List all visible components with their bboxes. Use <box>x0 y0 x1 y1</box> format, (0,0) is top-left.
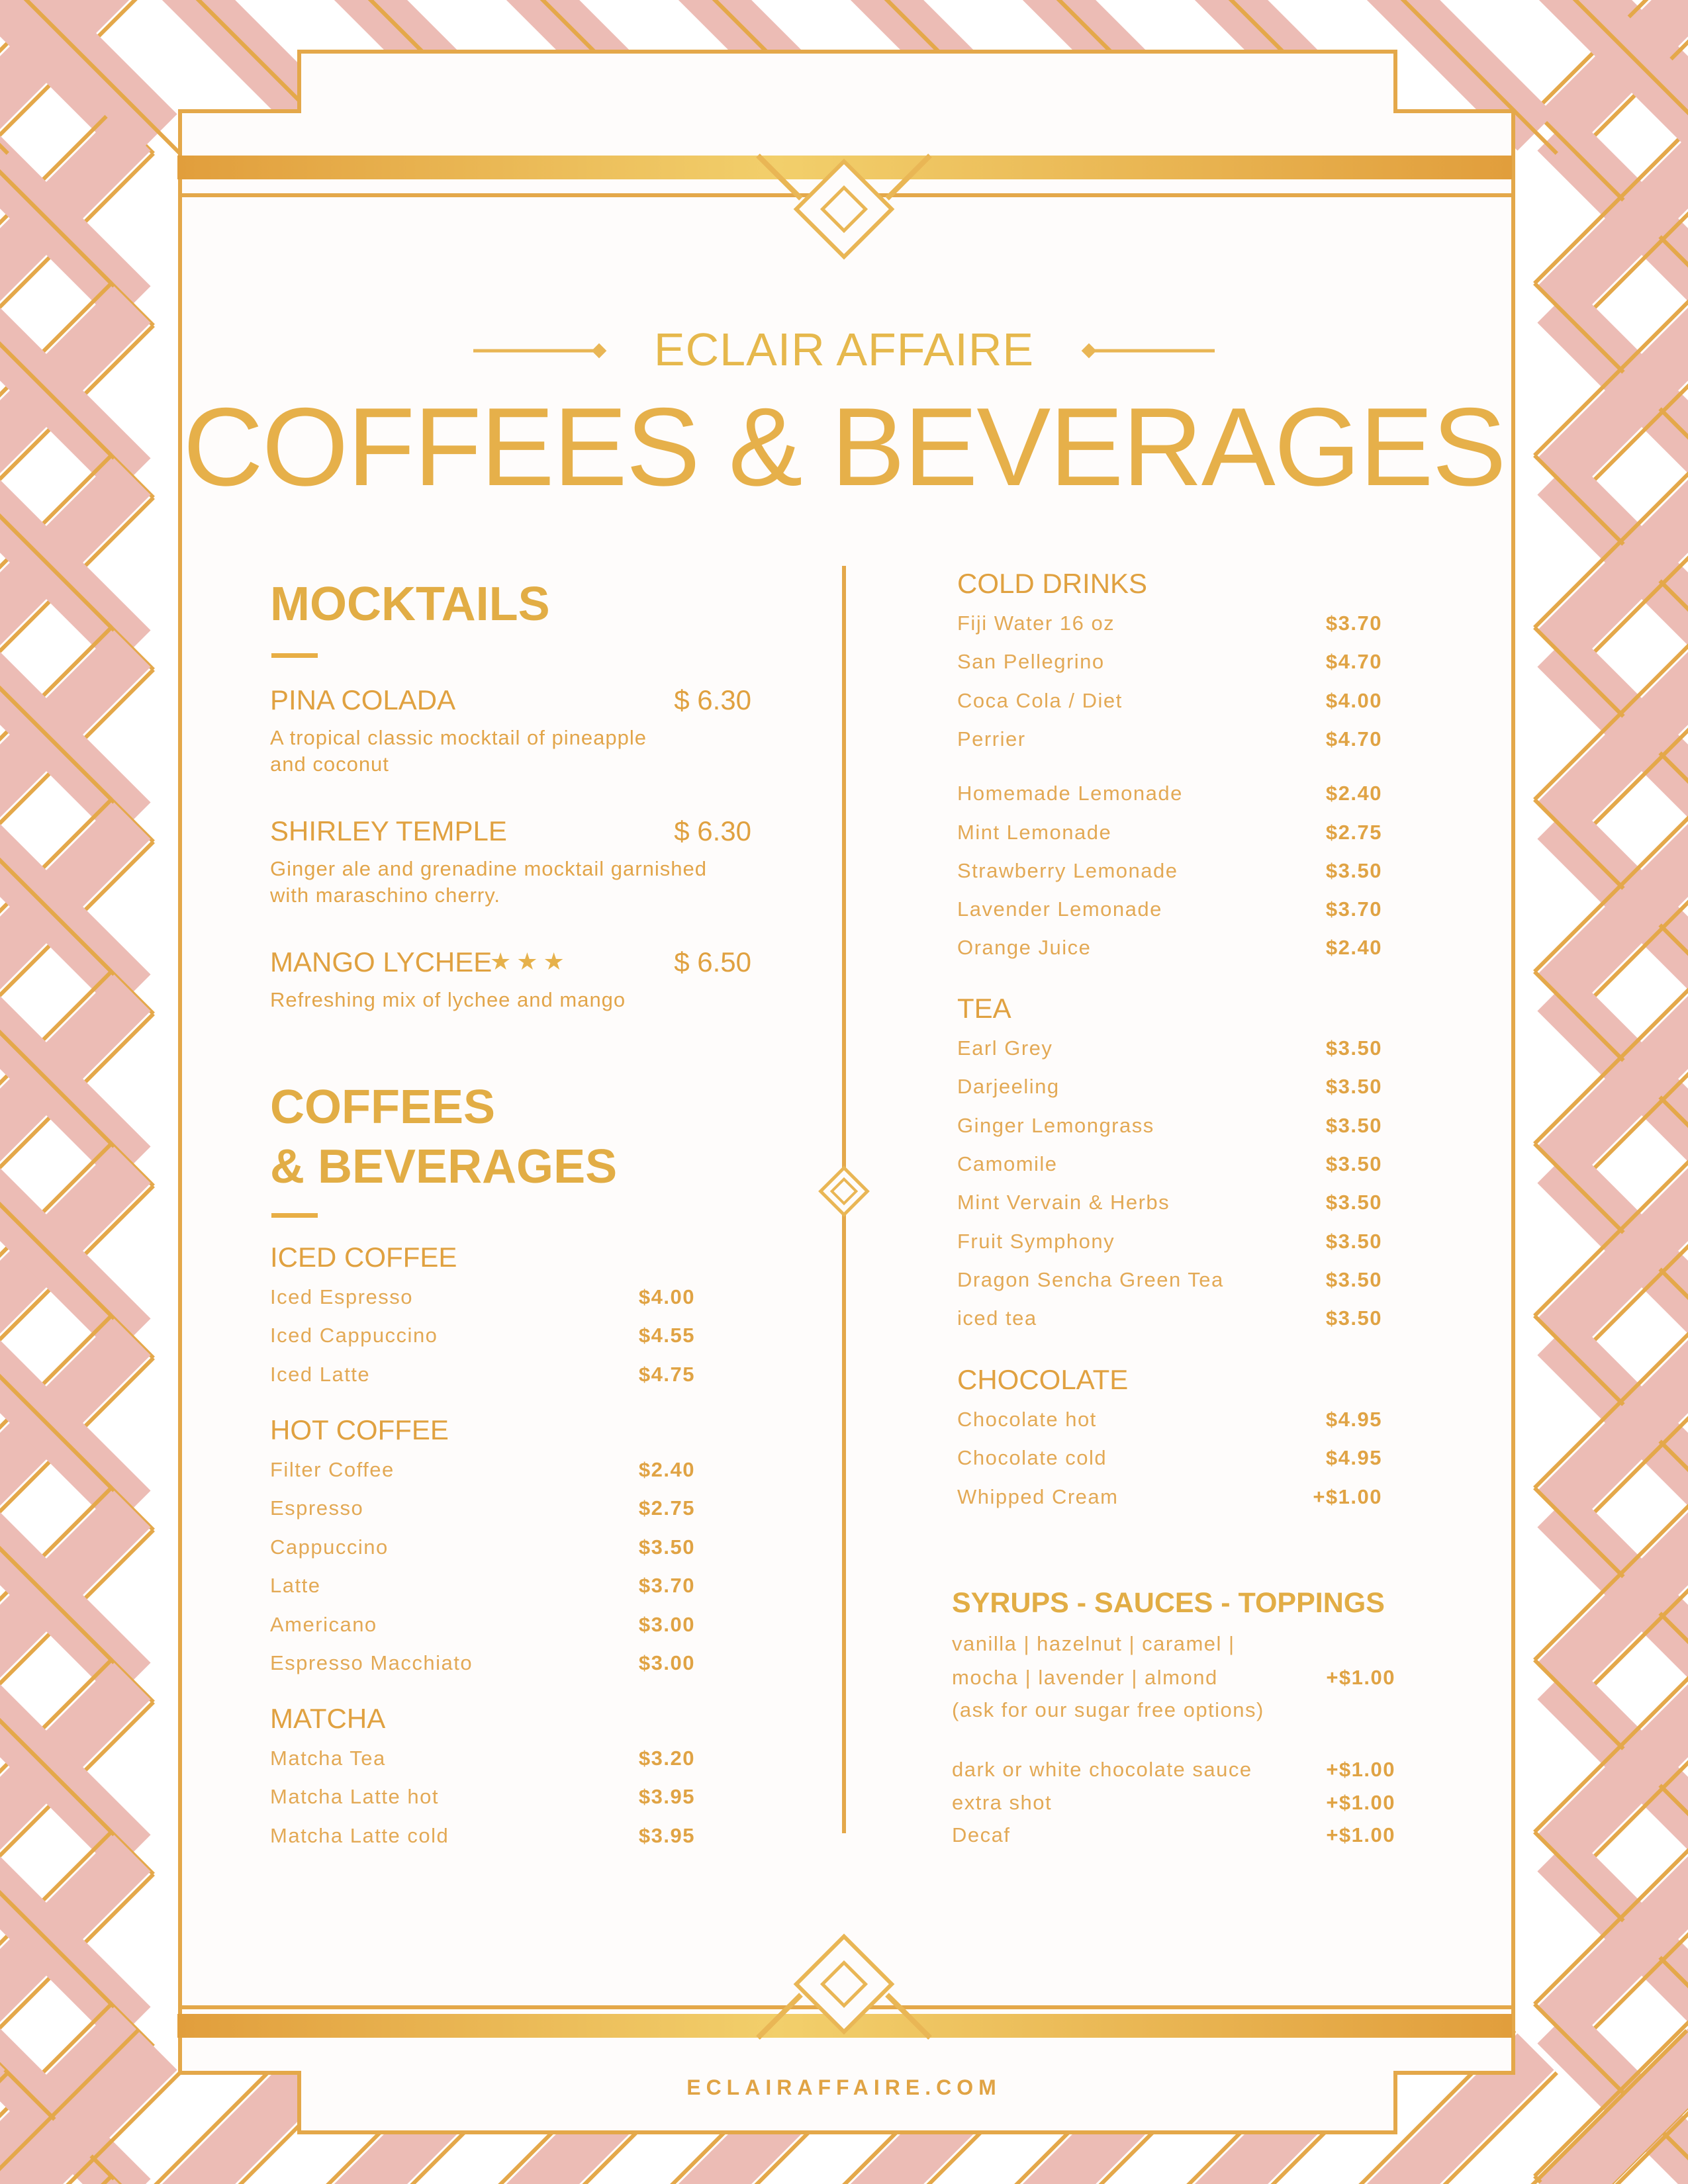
subsection-heading: MATCHA <box>270 1703 386 1734</box>
menu-row <box>952 1632 1395 1670</box>
menu-row <box>957 936 1382 974</box>
item-price: $2.40 <box>1325 782 1382 805</box>
restaurant-name: ECLAIR AFFAIRE <box>653 324 1035 375</box>
website-url[interactable]: ECLAIRAFFAIRE.COM <box>686 2075 1002 2099</box>
menu-row <box>957 1114 1382 1152</box>
item-name: Matcha Tea <box>270 1747 386 1770</box>
coffees-heading-line1: COFFEES <box>270 1081 496 1134</box>
item-name: extra shot <box>952 1790 1053 1814</box>
menu-row <box>270 1458 695 1496</box>
coffees-heading-line2: & BEVERAGES <box>270 1140 618 1193</box>
menu-row <box>270 1824 695 1862</box>
menu-row <box>957 1485 1382 1524</box>
item-price: $3.00 <box>638 1651 695 1674</box>
item-price: $4.00 <box>1325 688 1382 712</box>
item-price: $3.50 <box>1325 1075 1382 1099</box>
item-price: $3.50 <box>1325 1306 1382 1330</box>
menu-row <box>957 859 1382 897</box>
item-name: Dragon Sencha Green Tea <box>957 1267 1224 1291</box>
mocktail-description: Refreshing mix of lychee and mango <box>270 988 626 1011</box>
item-price: $3.95 <box>638 1785 695 1809</box>
item-name: Latte <box>270 1574 321 1598</box>
item-price: $3.50 <box>1325 858 1382 882</box>
subsection-heading: COLD DRINKS <box>957 568 1148 599</box>
menu-row <box>957 782 1382 820</box>
item-name: Chocolate cold <box>957 1446 1107 1470</box>
mocktail-name: MANGO LYCHEE <box>270 946 492 978</box>
item-name: Iced Cappuccino <box>270 1324 438 1347</box>
item-price: $4.95 <box>1325 1408 1382 1431</box>
mocktail-price: $ 6.50 <box>674 946 751 978</box>
item-name: Cappuccino <box>270 1535 389 1559</box>
menu-row <box>957 1230 1382 1268</box>
subsection-heading: ICED COFFEE <box>270 1242 457 1273</box>
item-name: Iced Latte <box>270 1362 371 1386</box>
item-price: $3.50 <box>1325 1036 1382 1060</box>
item-price: $3.70 <box>1325 612 1382 635</box>
subsection-heading: HOT COFFEE <box>270 1414 449 1445</box>
item-name: Perrier <box>957 727 1026 751</box>
menu-row <box>270 1496 695 1535</box>
item-name: Camomile <box>957 1152 1058 1175</box>
mocktails-heading: MOCKTAILS <box>270 578 550 631</box>
mocktail-name: SHIRLEY TEMPLE <box>270 815 507 846</box>
item-price: $2.40 <box>638 1458 695 1481</box>
menu-row <box>957 897 1382 936</box>
item-name: Ginger Lemongrass <box>957 1113 1154 1137</box>
menu-row <box>270 1535 695 1574</box>
item-name: Mint Lemonade <box>957 820 1112 844</box>
item-price: $4.95 <box>1325 1446 1382 1470</box>
item-price: $2.75 <box>638 1496 695 1520</box>
menu-row <box>957 1408 1382 1446</box>
item-price: $3.50 <box>1325 1267 1382 1291</box>
item-price: $3.50 <box>1325 1229 1382 1253</box>
item-name: Darjeeling <box>957 1075 1060 1099</box>
menu-row <box>270 1285 695 1324</box>
menu-row <box>957 1152 1382 1191</box>
menu-row <box>957 1191 1382 1229</box>
item-name: Coca Cola / Diet <box>957 688 1123 712</box>
item-price: $4.55 <box>638 1324 695 1347</box>
item-price: +$1.00 <box>1326 1823 1395 1846</box>
item-name: Lavender Lemonade <box>957 897 1162 921</box>
item-price: $4.70 <box>1325 727 1382 751</box>
page-title: COFFEES & BEVERAGES <box>183 385 1505 509</box>
item-price: $3.50 <box>1325 1113 1382 1137</box>
item-price: $4.00 <box>638 1285 695 1308</box>
item-name: Fiji Water 16 oz <box>957 612 1115 635</box>
item-price: $2.75 <box>1325 820 1382 844</box>
section-divider <box>271 1213 318 1218</box>
item-name: vanilla | hazelnut | caramel | <box>952 1632 1235 1655</box>
item-price: $3.95 <box>638 1823 695 1847</box>
item-name: Matcha Latte hot <box>270 1785 439 1809</box>
menu-row <box>957 612 1382 650</box>
mocktail-price: $ 6.30 <box>674 684 751 715</box>
menu-row <box>957 821 1382 859</box>
mocktail-description: A tropical classic mocktail of pineapple and coconut <box>270 726 647 776</box>
menu-row <box>952 1823 1395 1862</box>
item-name: Earl Grey <box>957 1036 1053 1060</box>
menu-row <box>957 727 1382 766</box>
item-name: mocha | lavender | almond <box>952 1666 1218 1689</box>
menu-row <box>270 1574 695 1612</box>
item-price: $2.40 <box>1325 936 1382 960</box>
section-divider <box>271 653 318 658</box>
subsection-heading: CHOCOLATE <box>957 1364 1129 1395</box>
item-price: $3.70 <box>638 1574 695 1598</box>
item-price: +$1.00 <box>1326 1758 1395 1781</box>
item-name: iced tea <box>957 1306 1037 1330</box>
item-name: San Pellegrino <box>957 650 1105 674</box>
menu-row <box>952 1698 1395 1737</box>
item-price: $3.20 <box>638 1747 695 1770</box>
item-name: Decaf <box>952 1823 1011 1846</box>
item-name: (ask for our sugar free options) <box>952 1698 1264 1721</box>
menu-row <box>270 1363 695 1401</box>
menu-row <box>957 1306 1382 1345</box>
menu-row <box>270 1651 695 1690</box>
item-name: Filter Coffee <box>270 1458 395 1481</box>
item-price: $4.70 <box>1325 650 1382 674</box>
item-price: $3.00 <box>638 1612 695 1636</box>
star-rating-icon: ★★★ <box>490 948 570 975</box>
item-name: Strawberry Lemonade <box>957 858 1178 882</box>
item-name: dark or white chocolate sauce <box>952 1758 1252 1781</box>
item-name: Whipped Cream <box>957 1484 1119 1508</box>
item-name: Orange Juice <box>957 936 1092 960</box>
menu-row <box>957 650 1382 688</box>
item-name: Americano <box>270 1612 377 1636</box>
item-name: Iced Espresso <box>270 1285 413 1308</box>
item-name: Espresso Macchiato <box>270 1651 473 1674</box>
item-price: $3.70 <box>1325 897 1382 921</box>
item-price: +$1.00 <box>1326 1666 1395 1689</box>
menu-row <box>270 1324 695 1362</box>
item-name: Homemade Lemonade <box>957 782 1183 805</box>
mocktail-price: $ 6.30 <box>674 815 751 846</box>
menu-row <box>270 1747 695 1785</box>
menu-row <box>957 1268 1382 1306</box>
subsection-heading: TEA <box>957 993 1011 1024</box>
item-price: $3.50 <box>638 1535 695 1559</box>
menu-row <box>957 689 1382 727</box>
mocktail-description: Ginger ale and grenadine mocktail garnished with maraschino cherry. <box>270 857 707 907</box>
syrups-heading: SYRUPS - SAUCES - TOPPINGS <box>952 1587 1385 1619</box>
item-price: +$1.00 <box>1326 1790 1395 1814</box>
item-name: Fruit Symphony <box>957 1229 1115 1253</box>
item-price: $3.50 <box>1325 1152 1382 1175</box>
menu-row <box>957 1036 1382 1075</box>
item-price: +$1.00 <box>1313 1484 1382 1508</box>
item-name: Espresso <box>270 1496 364 1520</box>
item-price: $4.75 <box>638 1362 695 1386</box>
item-name: Matcha Latte cold <box>270 1823 449 1847</box>
menu-row <box>957 1446 1382 1484</box>
item-name: Mint Vervain & Herbs <box>957 1191 1170 1214</box>
menu-row <box>957 1075 1382 1113</box>
item-name: Chocolate hot <box>957 1408 1097 1431</box>
mocktail-name: PINA COLADA <box>270 684 456 715</box>
menu-row <box>270 1785 695 1823</box>
item-price: $3.50 <box>1325 1191 1382 1214</box>
menu-row <box>270 1613 695 1651</box>
